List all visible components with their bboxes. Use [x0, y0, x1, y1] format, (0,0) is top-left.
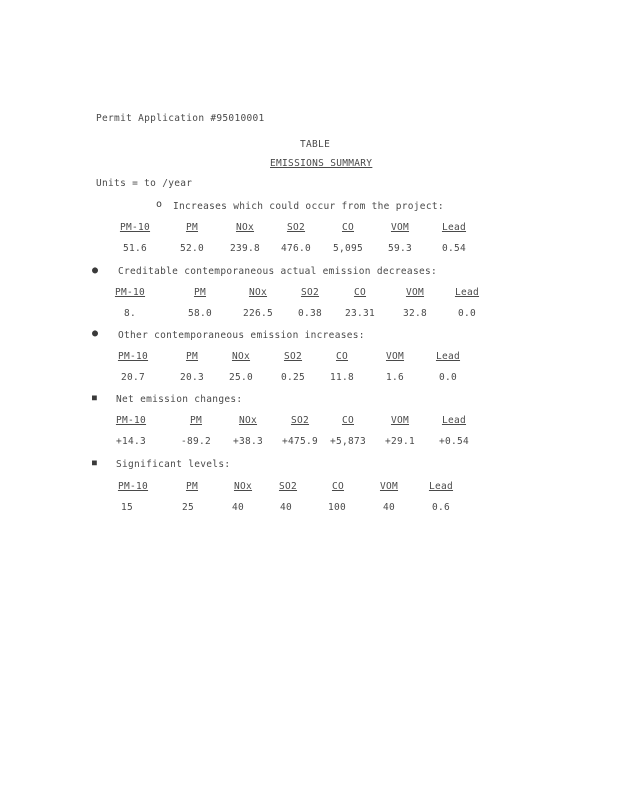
section-4-header: NOx — [238, 415, 258, 426]
section-5-header: VOM — [379, 481, 399, 492]
section-4-label: Net emission changes: — [116, 394, 243, 405]
section-2-value: 8. — [123, 308, 137, 319]
section-4-value: +38.3 — [232, 436, 264, 447]
section-4-value: +475.9 — [281, 436, 319, 447]
section-3-value: 25.0 — [228, 372, 254, 383]
section-5-bullet: ■ — [92, 458, 98, 467]
section-1-value: 239.8 — [229, 243, 261, 254]
section-5-value: 15 — [120, 502, 134, 513]
section-5-value: 40 — [279, 502, 293, 513]
section-5-label: Significant levels: — [116, 459, 231, 470]
section-2-header: CO — [353, 287, 367, 298]
section-5-header: PM-10 — [117, 481, 149, 492]
section-2-header: PM-10 — [114, 287, 146, 298]
section-4-header: PM-10 — [115, 415, 147, 426]
section-1-bullet: o — [156, 199, 163, 210]
section-2-value: 0.0 — [457, 308, 477, 319]
section-2-header: NOx — [248, 287, 268, 298]
section-3-value: 0.0 — [438, 372, 458, 383]
section-3-value: 1.6 — [385, 372, 405, 383]
section-2-value: 0.38 — [297, 308, 323, 319]
section-3-value: 20.3 — [179, 372, 205, 383]
section-3-value: 20.7 — [120, 372, 146, 383]
section-5-value-row — [0, 502, 618, 516]
section-4-value: +14.3 — [115, 436, 147, 447]
section-1-value-row — [0, 243, 618, 257]
section-2-header: SO2 — [300, 287, 320, 298]
section-3-header: SO2 — [283, 351, 303, 362]
section-3-header: PM-10 — [117, 351, 149, 362]
section-1-header: VOM — [390, 222, 410, 233]
section-5-header: CO — [331, 481, 345, 492]
section-5-header: NOx — [233, 481, 253, 492]
section-1-value: 51.6 — [122, 243, 148, 254]
section-5-value: 25 — [181, 502, 195, 513]
section-1-header: PM-10 — [119, 222, 151, 233]
section-1-header: SO2 — [286, 222, 306, 233]
section-3-header-row — [0, 351, 618, 365]
section-3-bullet: ● — [92, 328, 99, 339]
table-label: TABLE — [300, 139, 331, 150]
section-2-header: PM — [193, 287, 207, 298]
section-5-value: 0.6 — [431, 502, 451, 513]
section-4-value: +5,873 — [329, 436, 367, 447]
section-4-value-row — [0, 436, 618, 450]
section-5-header-row — [0, 481, 618, 495]
section-4-bullet: ■ — [92, 393, 98, 402]
section-4-header: PM — [189, 415, 203, 426]
section-3-value-row — [0, 372, 618, 386]
section-1-value: 0.54 — [441, 243, 467, 254]
section-3-value: 0.25 — [280, 372, 306, 383]
section-4-header: Lead — [441, 415, 467, 426]
section-2-value: 23.31 — [344, 308, 376, 319]
section-2-label: Creditable contemporaneous actual emission decreases: — [118, 266, 438, 277]
section-1-header: Lead — [441, 222, 467, 233]
section-1-value: 52.0 — [179, 243, 205, 254]
section-5-header: PM — [185, 481, 199, 492]
section-4-header: VOM — [390, 415, 410, 426]
section-2-value: 58.0 — [187, 308, 213, 319]
section-2-header: VOM — [405, 287, 425, 298]
section-5-value: 40 — [231, 502, 245, 513]
section-4-header-row — [0, 415, 618, 429]
section-3-label: Other contemporaneous emission increases: — [118, 330, 365, 341]
units-line: Units = to /year — [96, 178, 193, 189]
section-2-value-row — [0, 308, 618, 322]
section-4-value: +29.1 — [384, 436, 416, 447]
section-4-value: -89.2 — [180, 436, 212, 447]
section-5-header: Lead — [428, 481, 454, 492]
section-3-header: NOx — [231, 351, 251, 362]
summary-title: EMISSIONS SUMMARY — [270, 158, 373, 169]
section-1-label: Increases which could occur from the project: — [173, 201, 444, 212]
section-5-value: 40 — [382, 502, 396, 513]
section-5-header: SO2 — [278, 481, 298, 492]
section-1-value: 476.0 — [280, 243, 312, 254]
section-1-header: CO — [341, 222, 355, 233]
section-2-bullet: ● — [92, 265, 99, 276]
section-1-header: NOx — [235, 222, 255, 233]
section-1-value: 59.3 — [387, 243, 413, 254]
section-4-header: CO — [341, 415, 355, 426]
section-3-header: PM — [185, 351, 199, 362]
section-5-value: 100 — [327, 502, 347, 513]
section-3-header: Lead — [435, 351, 461, 362]
section-2-header-row — [0, 287, 618, 301]
section-1-header-row — [0, 222, 618, 236]
section-4-header: SO2 — [290, 415, 310, 426]
section-3-header: VOM — [385, 351, 405, 362]
section-1-header: PM — [185, 222, 199, 233]
section-4-value: +0.54 — [438, 436, 470, 447]
section-2-value: 32.8 — [402, 308, 428, 319]
permit-line: Permit Application #95010001 — [96, 113, 265, 124]
section-3-header: CO — [335, 351, 349, 362]
section-3-value: 11.8 — [329, 372, 355, 383]
section-2-header: Lead — [454, 287, 480, 298]
section-2-value: 226.5 — [242, 308, 274, 319]
section-1-value: 5,095 — [332, 243, 364, 254]
